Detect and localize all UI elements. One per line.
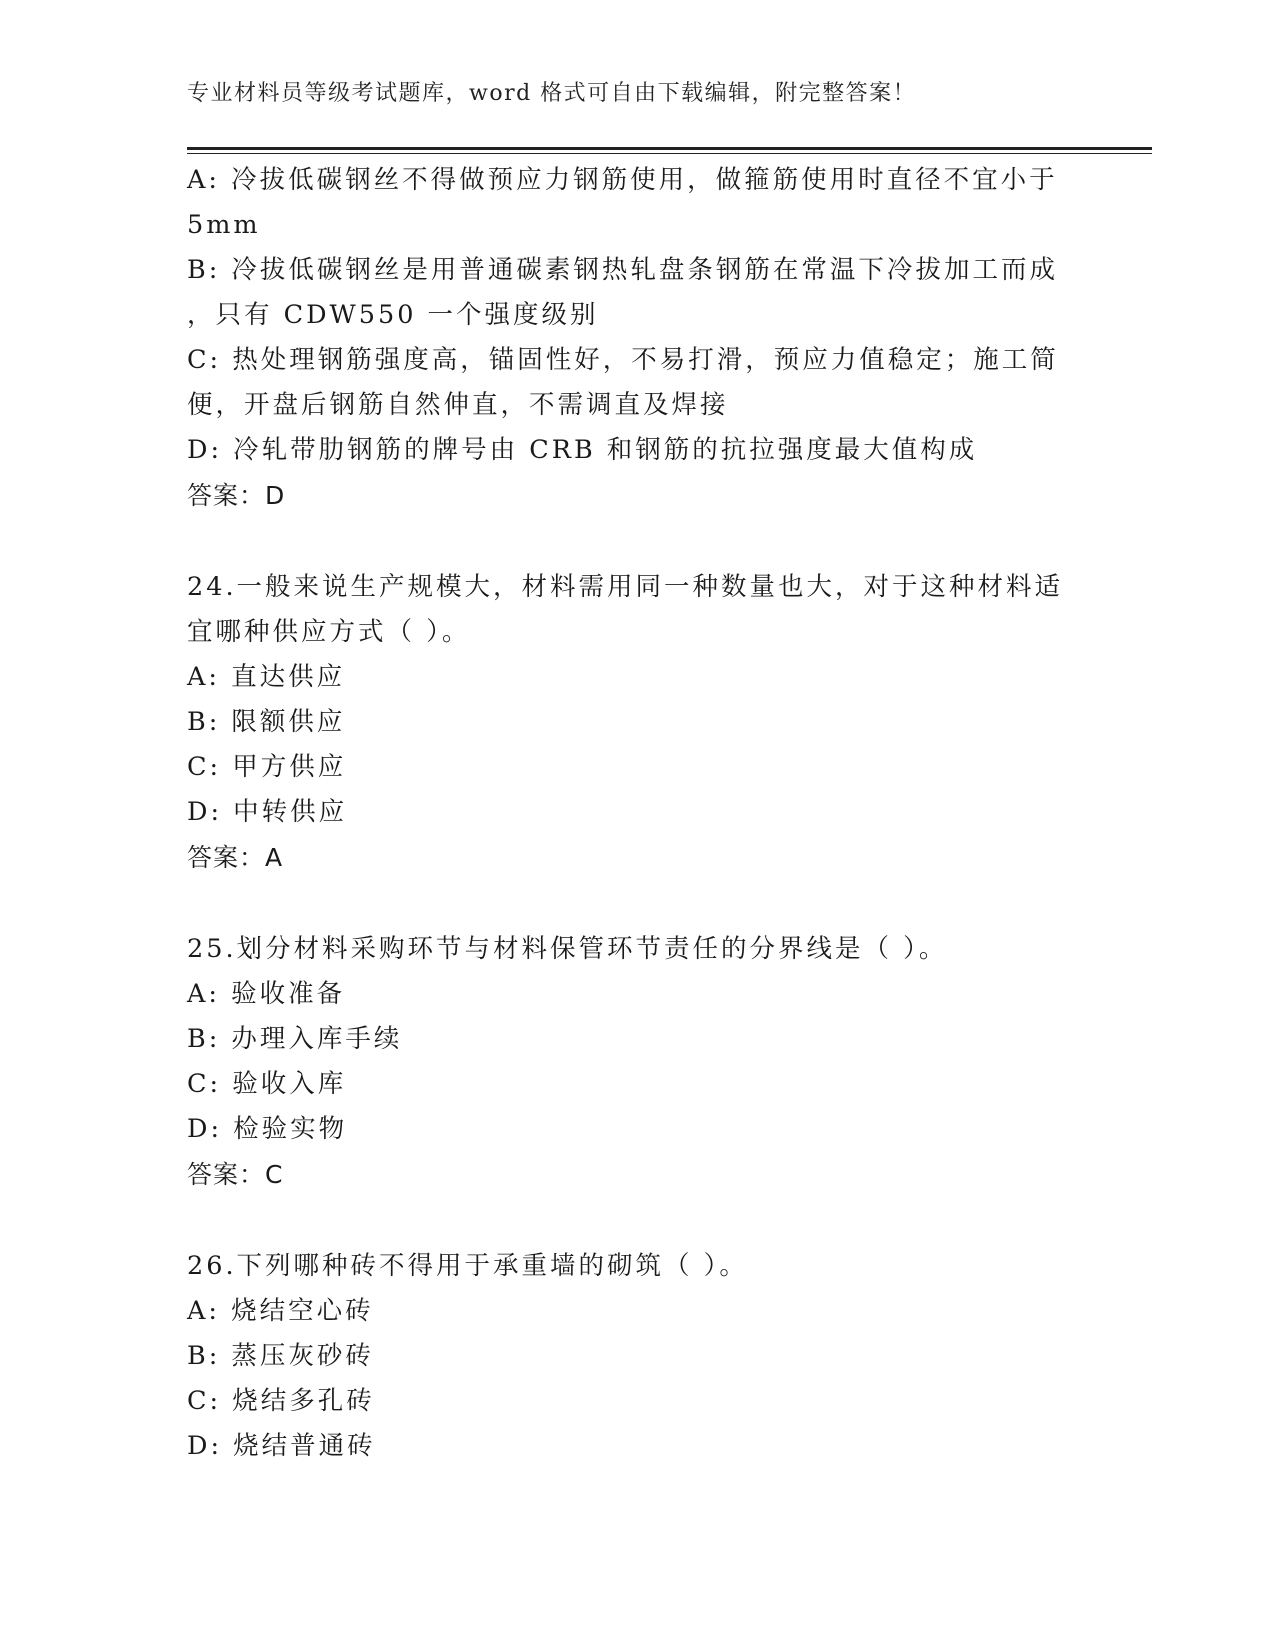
question-block [187,927,1087,1197]
page-header: 专业材料员等级考试题库，word 格式可自由下载编辑，附完整答案！ [187,81,917,106]
option-line: B: 办理入库手续 [187,1024,403,1054]
option-line: B: 限额供应 [187,707,346,737]
option-line: A: 验收准备 [187,979,346,1009]
option-line: D: 中转供应 [187,797,348,827]
option-line: C: 验收入库 [187,1069,347,1099]
option-line: C: 热处理钢筋强度高，锚固性好，不易打滑，预应力值稳定；施工简 [187,345,1059,375]
question-stem-line: 25.划分材料采购环节与材料保管环节责任的分界线是（ ）。 [187,934,948,964]
answer-line: 答案：C [187,1160,284,1189]
question-block [187,158,1087,518]
question-list [187,158,1087,1516]
answer-line: 答案：D [187,481,286,510]
option-line: 5mm [187,210,261,240]
header-rule-thick [187,147,1152,150]
option-line: D: 烧结普通砖 [187,1431,376,1461]
option-line: C: 甲方供应 [187,752,347,782]
question-stem-line: 24.一般来说生产规模大，材料需用同一种数量也大，对于这种材料适 [187,572,1064,602]
option-line: A: 直达供应 [187,662,346,692]
question-stem-line: 26.下列哪种砖不得用于承重墙的砌筑（ ）。 [187,1251,748,1281]
question-block [187,565,1087,880]
option-line: 便，开盘后钢筋自然伸直，不需调直及焊接 [187,390,729,420]
option-line: B: 蒸压灰砂砖 [187,1341,374,1371]
option-line: A: 冷拔低碳钢丝不得做预应力钢筋使用，做箍筋使用时直径不宜小于 [187,165,1058,195]
option-line: C: 烧结多孔砖 [187,1386,375,1416]
option-line: D: 冷轧带肋钢筋的牌号由 CRB 和钢筋的抗拉强度最大值构成 [187,435,978,465]
option-line: B: 冷拔低碳钢丝是用普通碳素钢热轧盘条钢筋在常温下冷拔加工而成 [187,255,1058,285]
header-rule-thin [187,153,1152,154]
option-line: A: 烧结空心砖 [187,1296,374,1326]
option-line: D: 检验实物 [187,1114,348,1144]
question-stem-line: 宜哪种供应方式（ ）。 [187,617,471,647]
option-line: ，只有 CDW550 一个强度级别 [187,300,599,330]
answer-line: 答案：A [187,843,284,872]
question-block [187,1244,1087,1469]
